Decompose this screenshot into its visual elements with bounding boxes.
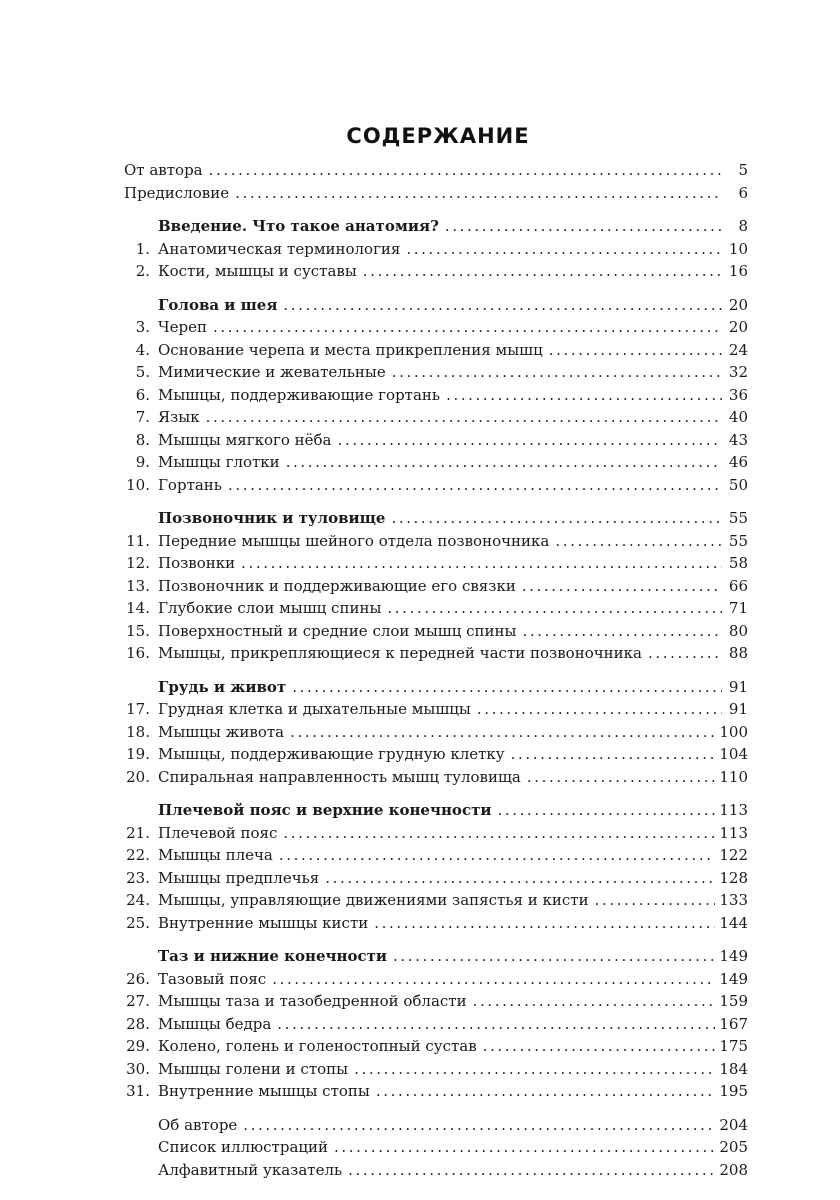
toc-part-heading[interactable] <box>124 675 748 699</box>
toc-entry[interactable] <box>124 888 748 912</box>
toc-page-number: 195 <box>719 1082 748 1100</box>
toc-entry[interactable] <box>124 641 748 665</box>
toc-entry-number: 6. <box>135 385 150 404</box>
toc-entry-title: Мышцы, поддерживающие гортань <box>158 385 441 404</box>
toc-entry-title: Мышцы голени и стопы <box>158 1059 349 1078</box>
toc-entry-number: 18. <box>126 722 150 741</box>
toc-page-number: 128 <box>719 868 748 887</box>
toc-dot-leader <box>527 765 716 789</box>
toc-dot-leader <box>376 1079 716 1103</box>
toc-page-number: 91 <box>728 700 748 718</box>
toc-entry-number: 4. <box>135 340 150 359</box>
toc-entry-title: Позвоночник и туловище <box>158 509 386 527</box>
toc-dot-leader <box>549 338 722 362</box>
toc-entry-number: 25. <box>126 913 150 932</box>
toc-entry-number: 9. <box>135 453 150 471</box>
toc-entry[interactable] <box>124 551 748 575</box>
toc-entry[interactable] <box>124 405 748 429</box>
toc-dot-leader <box>209 158 722 182</box>
toc-dot-leader <box>354 1057 715 1081</box>
toc-entry-title: Таз и нижние конечности <box>158 947 388 965</box>
toc-entry-number: 14. <box>126 599 150 617</box>
toc-entry-number: 17. <box>126 700 150 718</box>
toc-entry-number: 21. <box>126 823 150 842</box>
toc-entry-title: Мимические и жевательные <box>158 363 386 381</box>
toc-page-number: 149 <box>719 947 748 965</box>
toc-entry-title: Мышцы бедра <box>158 1014 272 1033</box>
toc-page-number: 5 <box>738 161 748 179</box>
toc-entry-number: 2. <box>135 262 150 280</box>
toc-dot-leader <box>272 967 715 991</box>
toc-entry[interactable] <box>124 158 748 182</box>
toc-page-number: 32 <box>728 363 748 381</box>
toc-entry-title: Мышцы плеча <box>158 846 273 864</box>
toc-entry-number: 23. <box>126 868 150 887</box>
toc-entry-title: Мышцы таза и тазобедренной области <box>158 992 467 1010</box>
toc-dot-leader <box>392 360 722 384</box>
toc-entry[interactable] <box>124 383 748 407</box>
toc-entry[interactable] <box>124 237 748 261</box>
toc-dot-leader <box>483 1034 716 1058</box>
toc-entry-number: 16. <box>126 644 150 662</box>
toc-dot-leader <box>445 214 722 238</box>
toc-entry-number: 27. <box>126 992 150 1010</box>
toc-dot-leader <box>648 641 722 665</box>
toc-part-heading[interactable] <box>124 506 748 530</box>
toc-entry-number: 31. <box>126 1082 150 1100</box>
toc-entry-number: 8. <box>135 430 150 449</box>
toc-entry-number: 11. <box>126 531 150 550</box>
toc-dot-leader <box>243 1113 715 1137</box>
toc-entry-title: Череп <box>158 318 207 336</box>
toc-entry[interactable] <box>124 821 748 845</box>
toc-part-heading[interactable] <box>124 798 748 822</box>
toc-page-number: 204 <box>719 1115 748 1134</box>
toc-page-number: 167 <box>719 1014 748 1033</box>
toc-dot-leader <box>279 843 716 867</box>
toc-entry-number: 12. <box>126 554 150 572</box>
toc-page-number: 205 <box>719 1138 748 1156</box>
toc-page-number: 80 <box>728 621 748 640</box>
toc-dot-leader <box>206 405 722 429</box>
toc-dot-leader <box>393 944 715 968</box>
toc-dot-leader <box>283 293 722 317</box>
toc-page-number: 6 <box>738 183 748 202</box>
toc-entry[interactable] <box>124 596 748 620</box>
toc-page-number: 88 <box>728 644 748 662</box>
toc-entry-title: Передние мышцы шейного отдела позвоночника <box>158 531 550 550</box>
toc-entry[interactable] <box>124 529 748 553</box>
toc-entry-title: Кости, мышцы и суставы <box>158 262 357 280</box>
toc-page-number: 133 <box>719 891 748 909</box>
toc-entry-title: Мышцы глотки <box>158 453 280 471</box>
toc-dot-leader <box>348 1158 715 1182</box>
toc-entry-title: Анатомическая терминология <box>158 239 401 258</box>
toc-entry[interactable] <box>124 360 748 384</box>
toc-entry-number: 5. <box>135 363 150 381</box>
toc-dot-leader <box>446 383 722 407</box>
toc-entry-title: Мышцы живота <box>158 722 285 741</box>
toc-entry[interactable] <box>124 720 748 744</box>
toc-dot-leader <box>387 596 722 620</box>
toc-dot-leader <box>498 798 716 822</box>
toc-entry-title: Тазовый пояс <box>158 969 267 988</box>
toc-entry-title: Язык <box>158 408 200 426</box>
toc-entry-title: Об авторе <box>158 1115 238 1134</box>
toc-entry-number: 19. <box>126 745 150 763</box>
toc-entry-number: 3. <box>135 318 150 336</box>
toc-entry-title: Внутренние мышцы стопы <box>158 1082 370 1100</box>
toc-page-number: 159 <box>719 992 748 1010</box>
toc-page-number: 91 <box>728 677 748 696</box>
toc-entry[interactable] <box>124 259 748 283</box>
toc-page-number: 40 <box>728 408 748 426</box>
toc-dot-leader <box>292 675 722 699</box>
toc-entry[interactable] <box>124 574 748 598</box>
toc-page-number: 122 <box>719 846 748 864</box>
toc-entry-title: Мышцы, поддерживающие грудную клетку <box>158 745 505 763</box>
toc-dot-leader <box>235 181 722 205</box>
toc-entry[interactable] <box>124 1057 748 1081</box>
toc-entry[interactable] <box>124 338 748 362</box>
toc-dot-leader <box>290 720 715 744</box>
toc-dot-leader <box>325 866 715 890</box>
toc-dot-leader <box>391 506 722 530</box>
page-title: СОДЕРЖАНИЕ <box>346 124 530 148</box>
toc-entry-title: Позвоночник и поддерживающие его связки <box>158 576 516 595</box>
toc-dot-leader <box>338 428 723 452</box>
toc-entry-title: От автора <box>124 161 203 179</box>
toc-entry[interactable] <box>124 1113 748 1137</box>
toc-entry-title: Мышцы предплечья <box>158 868 320 887</box>
toc-page-number: 10 <box>728 239 748 258</box>
toc-dot-leader <box>511 742 716 766</box>
toc-entry[interactable] <box>124 911 748 935</box>
toc-dot-leader <box>334 1135 715 1159</box>
toc-entry-title: Поверхностный и средние слои мышц спины <box>158 621 517 640</box>
toc-dot-leader <box>406 237 722 261</box>
toc-page-number: 104 <box>719 745 748 763</box>
toc-page-number: 184 <box>719 1059 748 1078</box>
toc-page-number: 16 <box>728 262 748 280</box>
toc-page-number: 110 <box>719 767 748 786</box>
toc-page-number: 20 <box>728 295 748 314</box>
toc-page-number: 43 <box>728 430 748 449</box>
toc-page-number: 66 <box>728 576 748 595</box>
toc-page-number: 71 <box>728 599 748 617</box>
toc-entry[interactable] <box>124 428 748 452</box>
toc-part-heading[interactable] <box>124 293 748 317</box>
toc-entry[interactable] <box>124 1012 748 1036</box>
toc-dot-leader <box>374 911 715 935</box>
toc-dot-leader <box>595 888 716 912</box>
toc-page-number: 113 <box>719 823 748 842</box>
toc-entry-title: Голова и шея <box>158 295 278 314</box>
toc-entry[interactable] <box>124 843 748 867</box>
toc-dot-leader <box>522 619 722 643</box>
toc-entry[interactable] <box>124 1135 748 1159</box>
toc-entry[interactable] <box>124 967 748 991</box>
toc-entry[interactable] <box>124 742 748 766</box>
toc-entry[interactable] <box>124 315 748 339</box>
toc-page-number: 24 <box>728 340 748 359</box>
toc-entry-title: Предисловие <box>124 183 230 202</box>
toc-entry[interactable] <box>124 697 748 721</box>
toc-entry-number: 28. <box>126 1014 150 1033</box>
toc-dot-leader <box>228 473 722 497</box>
toc-entry-number: 13. <box>126 576 150 595</box>
toc-dot-leader <box>477 697 722 721</box>
toc-entry-number: 10. <box>126 475 150 494</box>
toc-entry-number: 20. <box>126 767 150 786</box>
toc-entry-title: Глубокие слои мышц спины <box>158 599 382 617</box>
toc-dot-leader <box>473 989 716 1013</box>
toc-part-heading[interactable] <box>124 214 748 238</box>
toc-entry-number: 30. <box>126 1059 150 1078</box>
toc-entry-number: 29. <box>126 1037 150 1055</box>
toc-entry-title: Колено, голень и голеностопный сустав <box>158 1037 477 1055</box>
toc-entry-title: Позвонки <box>158 554 236 572</box>
toc-entry[interactable] <box>124 473 748 497</box>
toc-dot-leader <box>522 574 722 598</box>
toc-entry-title: Гортань <box>158 475 222 494</box>
toc-entry-title: Плечевой пояс <box>158 823 278 842</box>
toc-part-heading[interactable] <box>124 944 748 968</box>
toc-page-number: 8 <box>738 217 748 235</box>
toc-entry[interactable] <box>124 1158 748 1182</box>
toc-page-number: 20 <box>728 318 748 336</box>
toc-page-number: 36 <box>728 385 748 404</box>
toc-entry[interactable] <box>124 1034 748 1058</box>
toc-entry-title: Грудь и живот <box>158 677 287 696</box>
toc-dot-leader <box>286 450 722 474</box>
toc-entry-title: Внутренние мышцы кисти <box>158 913 369 932</box>
toc-dot-leader <box>283 821 715 845</box>
toc-dot-leader <box>555 529 722 553</box>
toc-page-number: 58 <box>728 554 748 572</box>
toc-dot-leader <box>277 1012 715 1036</box>
toc-entry[interactable] <box>124 989 748 1013</box>
toc-page-number: 208 <box>719 1160 748 1179</box>
toc-page-number: 144 <box>719 913 748 932</box>
toc-page-number: 50 <box>728 475 748 494</box>
toc-entry-title: Список иллюстраций <box>158 1138 329 1156</box>
toc-entry-title: Введение. Что такое анатомия? <box>158 217 439 235</box>
toc-entry-title: Мышцы, управляющие движениями запястья и кисти <box>158 891 589 909</box>
toc-dot-leader <box>363 259 722 283</box>
toc-entry-title: Основание черепа и места прикрепления мышц <box>158 340 543 359</box>
toc-page-number: 55 <box>728 531 748 550</box>
toc-entry-title: Грудная клетка и дыхательные мышцы <box>158 700 471 718</box>
toc-entry-title: Плечевой пояс и верхние конечности <box>158 801 492 819</box>
toc-entry-number: 24. <box>126 891 150 909</box>
toc-entry-number: 26. <box>126 969 150 988</box>
toc-entry[interactable] <box>124 1079 748 1103</box>
toc-entry[interactable] <box>124 619 748 643</box>
toc-dot-leader <box>213 315 722 339</box>
toc-entry-number: 7. <box>135 408 150 426</box>
toc-page-number: 113 <box>719 801 748 819</box>
toc-entry[interactable] <box>124 765 748 789</box>
toc-entry-title: Мышцы мягкого нёба <box>158 430 332 449</box>
toc-entry-number: 1. <box>135 239 150 258</box>
toc-page-number: 100 <box>719 722 748 741</box>
toc-entry-title: Спиральная направленность мышц туловища <box>158 767 521 786</box>
toc-dot-leader <box>241 551 722 575</box>
toc-page-number: 55 <box>728 509 748 527</box>
toc-entry-title: Мышцы, прикрепляющиеся к передней части позвоночника <box>158 644 642 662</box>
toc-entry[interactable] <box>124 866 748 890</box>
toc-entry[interactable] <box>124 181 748 205</box>
toc-page-number: 149 <box>719 969 748 988</box>
toc-entry[interactable] <box>124 450 748 474</box>
toc-entry-number: 15. <box>126 621 150 640</box>
toc-page-number: 175 <box>719 1037 748 1055</box>
toc-entry-number: 22. <box>126 846 150 864</box>
toc-entry-title: Алфавитный указатель <box>158 1160 343 1179</box>
toc-page-number: 46 <box>728 453 748 471</box>
